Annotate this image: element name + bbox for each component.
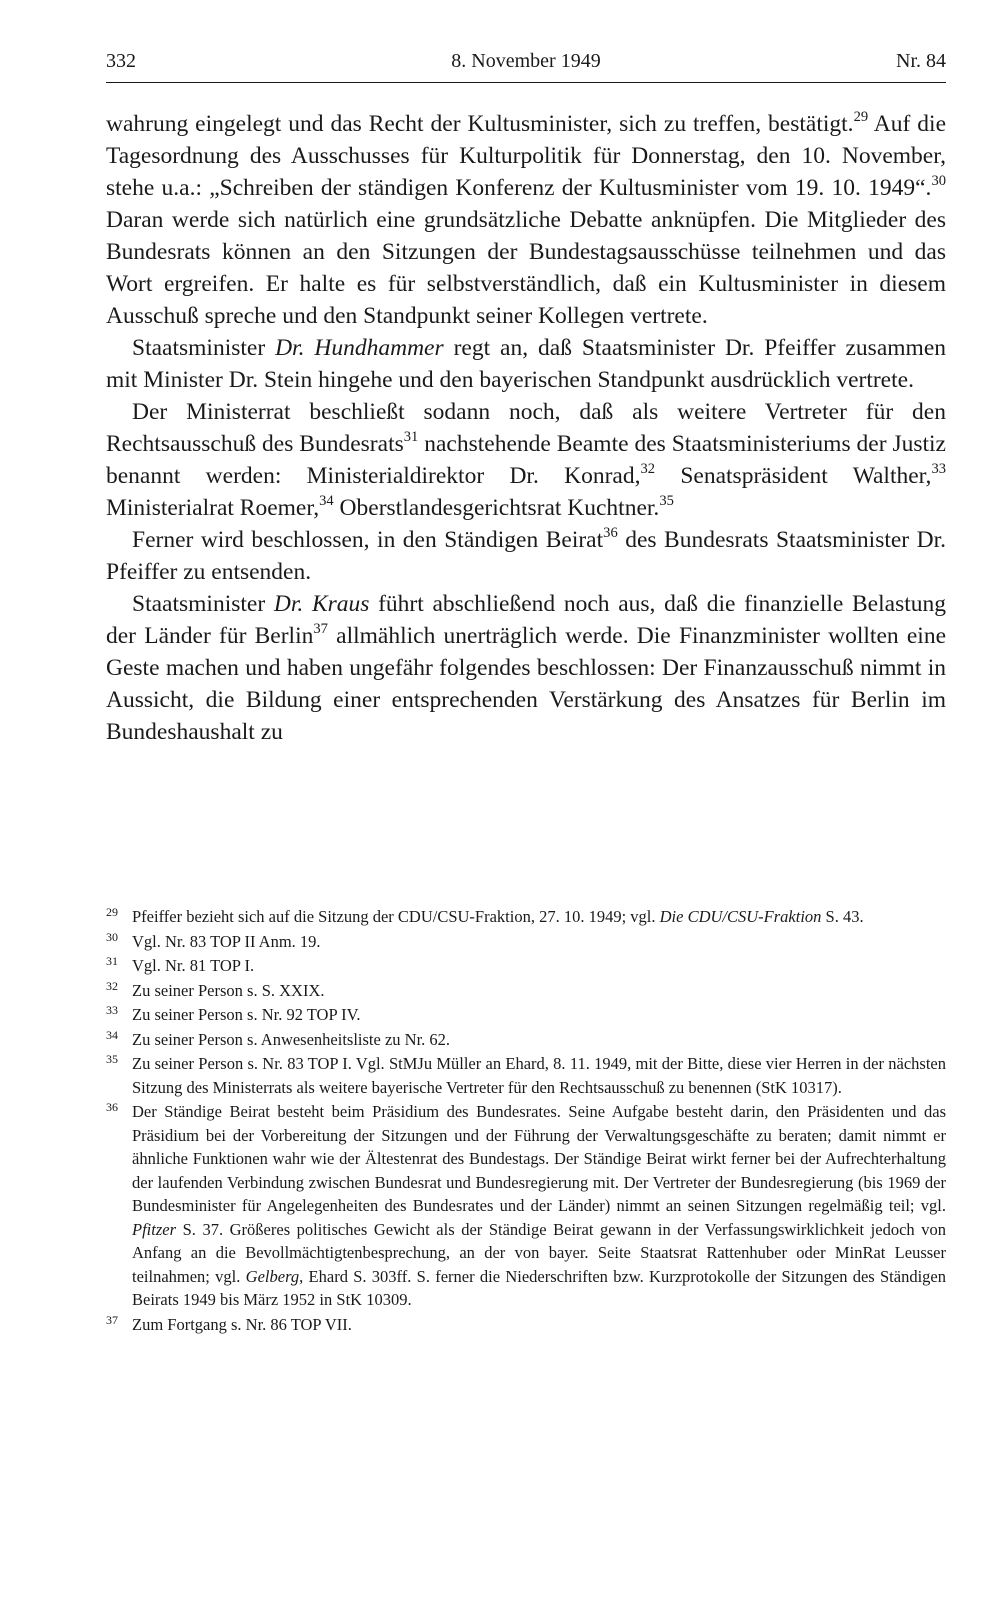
- footnotes: [106, 905, 946, 1337]
- text-run: regt an, daß Staatsminister Dr. Pfeiffer zusammen mit Minister Dr. Stein hingehe und den bayerischen Standpunkt ausdrücklich vertrete.: [106, 335, 946, 393]
- text-run: nachstehende Beamte des Staatsministeriums der Justiz benannt werden: Ministerialdirektor Dr. Konrad,: [106, 431, 946, 489]
- footnote-ref-35[interactable]: 35: [659, 493, 674, 510]
- footnote-text: Pfeiffer bezieht sich auf die Sitzung der CDU/CSU-Fraktion, 27. 10. 1949; vgl.: [132, 907, 660, 926]
- text-run: Auf die Tagesordnung des Ausschusses für Kulturpolitik für Donnerstag, den 10. November, stehe u.a.: „Schreiben der ständigen Konferenz der Kultusminister vom 19. 10. 1949“.: [106, 111, 946, 201]
- page-number: 332: [106, 50, 136, 72]
- paragraph-5: [106, 588, 946, 748]
- footnote-text: Zu seiner Person s. S. XXIX.: [132, 980, 325, 1000]
- footnote-34: [106, 1028, 946, 1052]
- footnote-36: [106, 1100, 946, 1312]
- footnote-number: 35: [106, 1052, 118, 1066]
- paragraph-3: [106, 396, 946, 524]
- main-text: [106, 108, 946, 748]
- speaker-name: Dr. Hundhammer: [275, 335, 444, 361]
- paragraph-1: [106, 108, 946, 332]
- footnote-number: 33: [106, 1003, 118, 1017]
- footnote-text: Vgl. Nr. 83 TOP II Anm. 19.: [132, 931, 321, 951]
- footnote-30: [106, 930, 946, 954]
- text-run: führt abschließend noch aus, daß die finanzielle Belastung der Länder für Berlin: [106, 591, 946, 649]
- footnote-number: 36: [106, 1100, 118, 1114]
- footnote-text: Zum Fortgang s. Nr. 86 TOP VII.: [132, 1314, 352, 1334]
- footnote-ref-37[interactable]: 37: [313, 621, 328, 638]
- citation-author: Pfitzer: [132, 1219, 176, 1239]
- footnote-text: S. 37. Größeres politisches Gewicht als der Ständige Beirat gewann in der Verfassungswirklichkeit jedoch von Anfang an die Bevollmächtigtenbesprechung, an der von bayer. Seite Staatsrat Rattenhuber oder MinRat Leusser teilnahmen; vgl.: [132, 1219, 946, 1286]
- footnote-37: [106, 1313, 946, 1337]
- footnote-ref-32[interactable]: 32: [640, 461, 656, 478]
- footnote-number: 30: [106, 929, 118, 944]
- footnote-text: , Ehard S. 303ff. S. ferner die Niederschriften bzw. Kurzprotokolle der Sitzungen des Ständigen Beirats 1949 bis März 1952 in StK 10309.: [132, 1266, 946, 1309]
- footnote-text: Zu seiner Person s. Anwesenheitsliste zu Nr. 62.: [132, 1029, 451, 1049]
- text-run: Oberstlandesgerichtsrat Kuchtner.: [333, 495, 660, 521]
- citation-author: Gelberg: [245, 1266, 300, 1286]
- text-run: Staatsminister: [132, 591, 274, 617]
- footnote-ref-36[interactable]: 36: [603, 525, 618, 542]
- text-run: des Bundesrats Staatsminister Dr. Pfeiffer zu entsenden.: [106, 527, 946, 585]
- citation-title: Die CDU/CSU-Fraktion: [659, 907, 822, 926]
- footnote-number: 32: [106, 978, 118, 993]
- header-date: 8. November 1949: [451, 50, 601, 72]
- text-run: allmählich unerträglich werde. Die Finanzminister wollten eine Geste machen und haben ungefähr folgendes beschlossen: Der Finanzausschuß nimmt in Aussicht, die Bildung einer entsprechenden Verstärkung des Ansatzes für Berlin im Bundeshaushalt zu: [106, 623, 946, 745]
- text-run: Ministerialrat Roemer,: [106, 495, 320, 521]
- document-number: Nr. 84: [896, 50, 946, 72]
- text-run: Senatspräsident Walther,: [655, 463, 932, 489]
- paragraph-4: [106, 524, 946, 588]
- paragraph-2: [106, 332, 946, 396]
- footnote-33: [106, 1003, 946, 1027]
- footnote-number: 37: [106, 1312, 118, 1327]
- footnote-text: Vgl. Nr. 81 TOP I.: [132, 956, 255, 975]
- footnote-number: 34: [106, 1027, 118, 1042]
- text-run: Ferner wird beschlossen, in den Ständigen Beirat: [132, 527, 604, 553]
- footnote-text: Zu seiner Person s. Nr. 83 TOP I. Vgl. StMJu Müller an Ehard, 8. 11. 1949, mit der Bitte, diese vier Herren in der nächsten Sitzung des Ministerrats als weitere bayerische Vertreter für den Rechtsausschuß zu benennen (StK 10317).: [132, 1054, 946, 1097]
- text-run: Staatsminister: [132, 335, 276, 361]
- footnote-35: [106, 1052, 946, 1099]
- footnote-text: Der Ständige Beirat besteht beim Präsidium des Bundesrates. Seine Aufgabe besteht darin, den Präsidenten und das Präsidium bei der Vorbereitung der Sitzungen und der Führung der Verwaltungsgeschäfte zu beraten; damit nimmt er ähnliche Funktionen wahr wie der Ältestenrat des Bundestags. Der Ständige Beirat wirkt ferner bei der Aufrechterhaltung der laufenden Verbindung zwischen Bundesrat und Bundesregierung mit. Der Vertreter der Bundesregierung (bis 1969 der Bundesminister für Angelegenheiten des Bundesrates und der Länder) nimmt an seinen Sitzungen regelmäßig teil; vgl.: [132, 1102, 946, 1215]
- text-run: Der Ministerrat beschließt sodann noch, daß als weitere Vertreter für den Rechtsausschuß des Bundesrats: [106, 399, 946, 457]
- footnote-29: [106, 905, 946, 929]
- footnote-32: [106, 979, 946, 1003]
- text-run: wahrung eingelegt und das Recht der Kultusminister, sich zu treffen, bestätigt.: [106, 111, 854, 137]
- speaker-name: Dr. Kraus: [273, 591, 370, 617]
- footnote-ref-29[interactable]: 29: [853, 109, 869, 126]
- running-header: [106, 46, 946, 76]
- footnote-text: Zu seiner Person s. Nr. 92 TOP IV.: [132, 1005, 361, 1024]
- footnote-31: [106, 954, 946, 978]
- footnote-ref-34[interactable]: 34: [319, 493, 334, 510]
- footnote-number: 29: [106, 905, 118, 919]
- footnote-number: 31: [106, 954, 118, 968]
- footnote-ref-31[interactable]: 31: [403, 429, 419, 446]
- text-run: Daran werde sich natürlich eine grundsätzliche Debatte anknüpfen. Die Mitglieder des Bundesrats können an den Sitzungen der Bundestagsausschüsse teilnehmen und das Wort ergreifen. Er halte es für selbstverständlich, daß ein Kultusminister in diesem Ausschuß spreche und den Standpunkt seiner Kollegen vertrete.: [106, 207, 946, 329]
- header-rule: [106, 82, 946, 83]
- footnote-ref-33[interactable]: 33: [931, 461, 946, 478]
- footnote-ref-30[interactable]: 30: [931, 173, 946, 190]
- footnote-text: S. 43.: [821, 907, 864, 926]
